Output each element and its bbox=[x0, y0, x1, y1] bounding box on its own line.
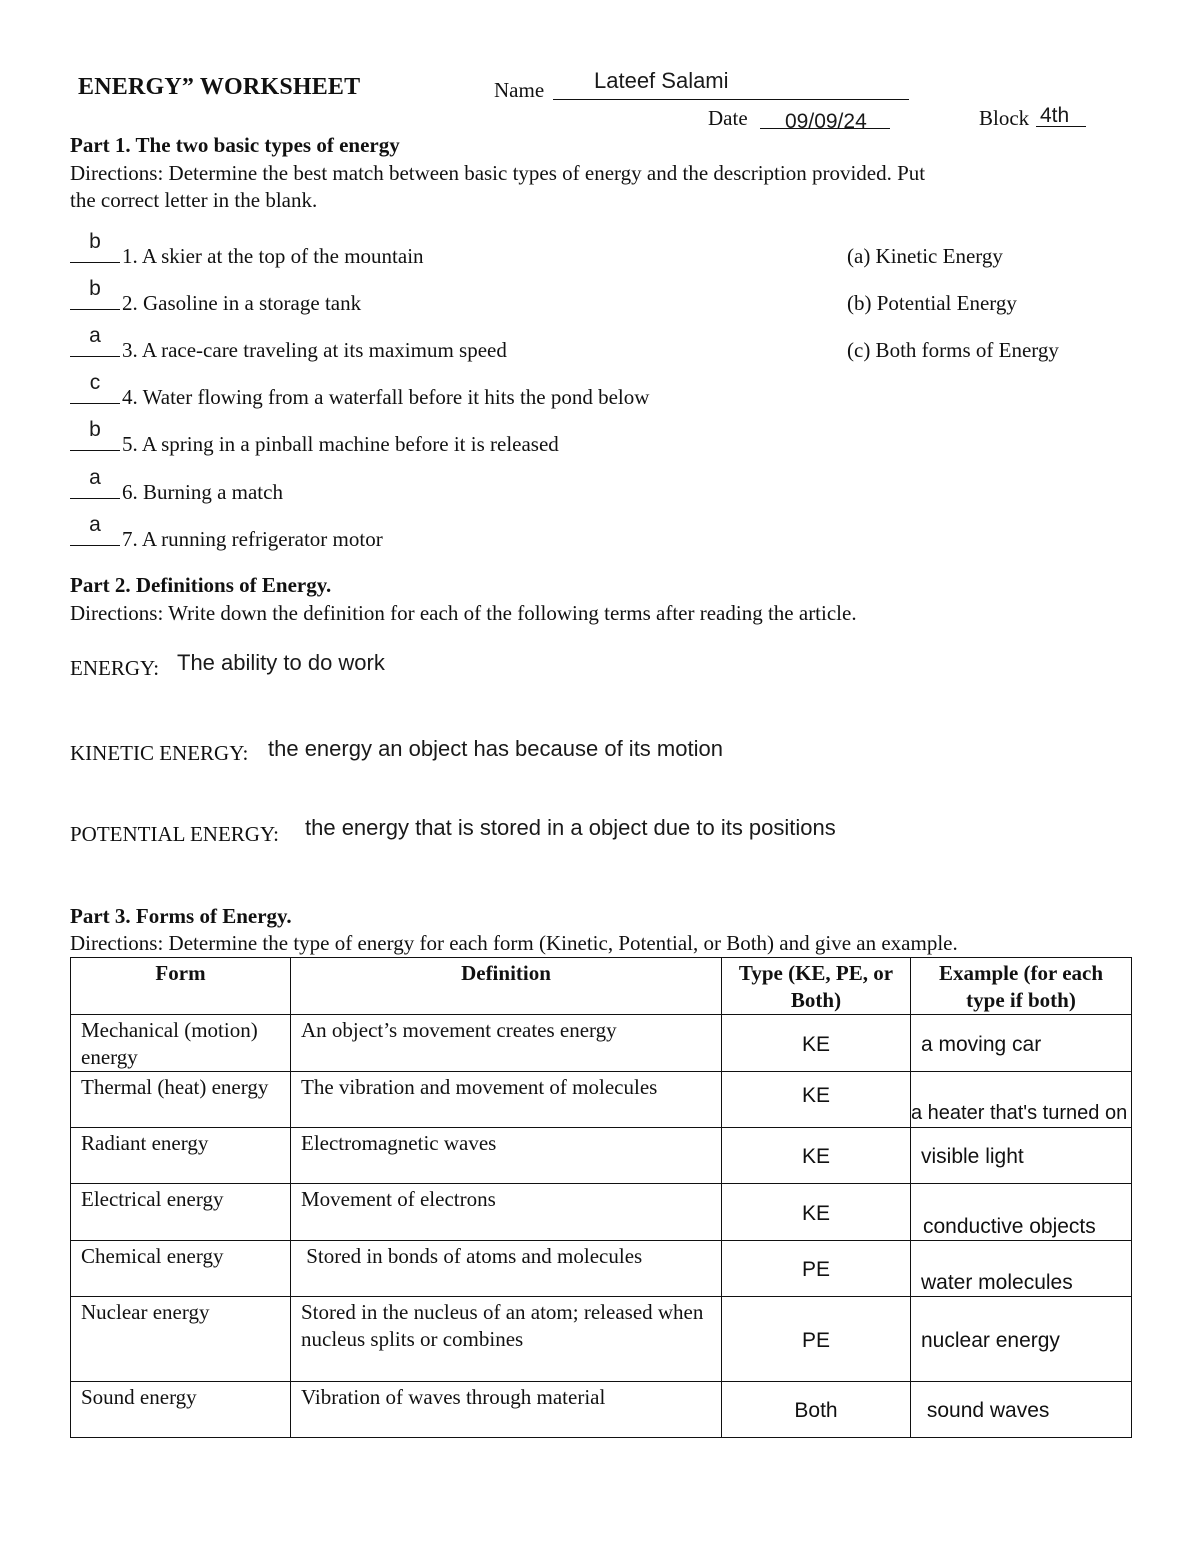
form-cell: Thermal (heat) energy bbox=[71, 1072, 291, 1128]
form-cell: Chemical energy bbox=[71, 1241, 291, 1297]
term-energy-label: ENERGY: bbox=[70, 656, 160, 680]
table-header-row bbox=[71, 958, 1132, 1015]
answer-value: c bbox=[89, 371, 101, 394]
answer-value: b bbox=[89, 277, 101, 300]
question-4 bbox=[70, 371, 650, 410]
name-line bbox=[553, 99, 909, 100]
example-cell[interactable]: nuclear energy bbox=[911, 1297, 1132, 1382]
type-cell[interactable]: KE bbox=[722, 1015, 911, 1072]
question-text: 6. Burning a match bbox=[122, 480, 283, 504]
name-label: Name bbox=[494, 78, 545, 102]
col-header-definition: Definition bbox=[291, 958, 722, 1015]
block-value[interactable]: 4th bbox=[1040, 104, 1070, 127]
answer-value: b bbox=[89, 230, 101, 253]
table-row bbox=[71, 1128, 1132, 1184]
answer-value: a bbox=[89, 324, 101, 347]
table-row bbox=[71, 1184, 1132, 1241]
answer-blank[interactable] bbox=[70, 513, 120, 546]
definition-cell: Stored in bonds of atoms and molecules bbox=[291, 1241, 722, 1297]
table-row bbox=[71, 1382, 1132, 1438]
question-5 bbox=[70, 418, 559, 457]
part2-directions: Directions: Write down the definition for each of the following terms after reading the article. bbox=[70, 601, 857, 625]
table-row bbox=[71, 1015, 1132, 1072]
option-c: (c) Both forms of Energy bbox=[847, 338, 1059, 362]
date-label: Date bbox=[708, 106, 748, 130]
forms-of-energy-table bbox=[70, 957, 1132, 1438]
example-cell[interactable]: sound waves bbox=[911, 1382, 1132, 1438]
part3-heading: Part 3. Forms of Energy. bbox=[70, 904, 292, 928]
table-row bbox=[71, 1072, 1132, 1128]
answer-blank[interactable] bbox=[70, 230, 120, 263]
question-7 bbox=[70, 513, 383, 552]
question-6 bbox=[70, 466, 283, 505]
part2-heading: Part 2. Definitions of Energy. bbox=[70, 573, 332, 597]
type-cell[interactable]: PE bbox=[722, 1297, 911, 1382]
form-cell: Nuclear energy bbox=[71, 1297, 291, 1382]
example-cell[interactable]: visible light bbox=[911, 1128, 1132, 1184]
part1-directions-line1: Directions: Determine the best match between basic types of energy and the description provided. Put bbox=[70, 161, 926, 185]
definition-cell: The vibration and movement of molecules bbox=[291, 1072, 722, 1128]
type-cell[interactable]: KE bbox=[722, 1072, 911, 1128]
col-header-form: Form bbox=[71, 958, 291, 1015]
question-text: 7. A running refrigerator motor bbox=[122, 527, 383, 551]
worksheet-title: ENERGY” WORKSHEET bbox=[78, 74, 361, 100]
type-cell[interactable]: Both bbox=[722, 1382, 911, 1438]
type-cell[interactable]: PE bbox=[722, 1241, 911, 1297]
answer-blank[interactable] bbox=[70, 277, 120, 310]
form-cell: Sound energy bbox=[71, 1382, 291, 1438]
question-text: 3. A race-care traveling at its maximum speed bbox=[122, 338, 507, 362]
name-value[interactable]: Lateef Salami bbox=[594, 68, 729, 93]
answer-value: a bbox=[89, 466, 101, 489]
question-text: 5. A spring in a pinball machine before it is released bbox=[122, 432, 559, 456]
table-row bbox=[71, 1297, 1132, 1382]
date-value[interactable]: 09/09/24 bbox=[785, 110, 867, 133]
part1-directions-line2: the correct letter in the blank. bbox=[70, 188, 318, 212]
term-kinetic-label: KINETIC ENERGY: bbox=[70, 741, 249, 765]
example-cell[interactable]: water molecules bbox=[911, 1241, 1132, 1297]
col-header-type: Type (KE, PE, or Both) bbox=[722, 958, 911, 1015]
answer-blank[interactable] bbox=[70, 371, 120, 404]
table-row bbox=[71, 1241, 1132, 1297]
example-cell[interactable]: a heater that's turned on bbox=[911, 1072, 1132, 1128]
answer-blank[interactable] bbox=[70, 324, 120, 357]
answer-value: b bbox=[89, 418, 101, 441]
example-cell[interactable]: a moving car bbox=[911, 1015, 1132, 1072]
question-text: 1. A skier at the top of the mountain bbox=[122, 244, 424, 268]
block-label: Block bbox=[979, 106, 1030, 130]
question-3 bbox=[70, 324, 507, 363]
definition-cell: Stored in the nucleus of an atom; released when nucleus splits or combines bbox=[291, 1297, 722, 1382]
question-text: 4. Water flowing from a waterfall before it hits the pond below bbox=[122, 385, 650, 409]
answer-blank[interactable] bbox=[70, 466, 120, 499]
term-potential-answer[interactable]: the energy that is stored in a object due to its positions bbox=[305, 815, 836, 840]
col-header-example: Example (for each type if both) bbox=[911, 958, 1132, 1015]
form-cell: Electrical energy bbox=[71, 1184, 291, 1241]
option-a: (a) Kinetic Energy bbox=[847, 244, 1003, 268]
option-b: (b) Potential Energy bbox=[847, 291, 1017, 315]
part3-directions: Directions: Determine the type of energy for each form (Kinetic, Potential, or Both) and give an example. bbox=[70, 931, 958, 955]
term-energy-answer[interactable]: The ability to do work bbox=[177, 650, 385, 675]
term-potential-label: POTENTIAL ENERGY: bbox=[70, 822, 280, 846]
form-cell: Mechanical (motion) energy bbox=[71, 1015, 291, 1072]
form-cell: Radiant energy bbox=[71, 1128, 291, 1184]
definition-cell: Electromagnetic waves bbox=[291, 1128, 722, 1184]
type-cell[interactable]: KE bbox=[722, 1128, 911, 1184]
question-text: 2. Gasoline in a storage tank bbox=[122, 291, 362, 315]
part1-heading: Part 1. The two basic types of energy bbox=[70, 133, 400, 157]
answer-value: a bbox=[89, 513, 101, 536]
answer-blank[interactable] bbox=[70, 418, 120, 451]
term-kinetic-answer[interactable]: the energy an object has because of its motion bbox=[268, 736, 723, 761]
type-cell[interactable]: KE bbox=[722, 1184, 911, 1241]
example-cell[interactable]: conductive objects bbox=[911, 1184, 1132, 1241]
definition-cell: Vibration of waves through material bbox=[291, 1382, 722, 1438]
question-1 bbox=[70, 230, 424, 269]
definition-cell: An object’s movement creates energy bbox=[291, 1015, 722, 1072]
question-2 bbox=[70, 277, 362, 316]
definition-cell: Movement of electrons bbox=[291, 1184, 722, 1241]
